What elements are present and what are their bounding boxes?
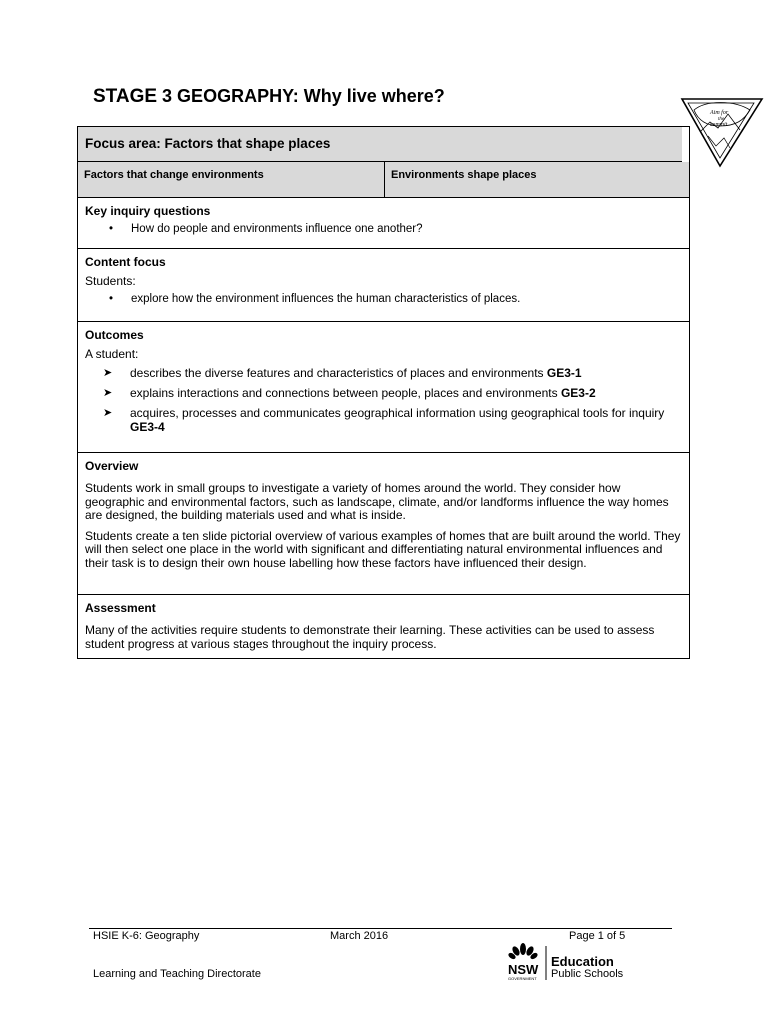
overview-section bbox=[78, 453, 689, 595]
aim-for-the-summit-logo bbox=[680, 96, 764, 170]
content-focus-intro: Students: bbox=[85, 274, 136, 288]
title-rest: 3 GEOGRAPHY: Why live where? bbox=[157, 86, 445, 106]
overview-paragraph-1: Students work in small groups to investigate a variety of homes around the world. They consider how geographic and environmental factors, such as landscape, climate, and/or landforms influence the way homes are designed, the building materials used and what is inside. bbox=[85, 481, 669, 522]
footer-date: March 2016 bbox=[330, 930, 389, 942]
footer-directorate: Learning and Teaching Directorate bbox=[93, 968, 261, 980]
outcome-code: GE3-4 bbox=[130, 420, 165, 434]
factors-row bbox=[78, 162, 689, 198]
content-focus-heading: Content focus bbox=[85, 255, 166, 269]
bullet-icon: • bbox=[109, 293, 114, 305]
factors-right: Environments shape places bbox=[391, 169, 537, 181]
overview-paragraph-2: Students create a ten slide pictorial overview of various examples of homes that are built around the world. They will then select one place in the world with significant and differentiating natural environmental influences and their task is to design their own house labelling how these factors have influenced their design. bbox=[85, 528, 681, 570]
footer-page-number: Page 1 of 5 bbox=[569, 930, 626, 942]
outcomes-intro: A student: bbox=[85, 347, 139, 361]
nsw-government-text: GOVERNMENT bbox=[508, 976, 537, 981]
unit-table bbox=[77, 126, 690, 659]
footer-subject: HSIE K-6: Geography bbox=[93, 930, 200, 942]
logo-text-1: Aim for bbox=[710, 110, 729, 116]
nsw-text: NSW bbox=[508, 962, 539, 977]
footer-divider bbox=[89, 928, 672, 929]
overview-heading: Overview bbox=[85, 459, 139, 473]
outcome-code: GE3-1 bbox=[546, 366, 582, 380]
public-schools-text: Public Schools bbox=[551, 968, 624, 980]
education-text: Education bbox=[551, 954, 614, 969]
list-item: ➤ explains interactions and connections between people, places and environments GE3-2 bbox=[85, 386, 682, 400]
arrow-bullet-icon: ➤ bbox=[103, 407, 113, 419]
outcome-code: GE3-2 bbox=[560, 386, 596, 400]
outcomes-heading: Outcomes bbox=[85, 328, 144, 342]
assessment-text: Many of the activities require students to demonstrate their learning. These activities can be used to assess student progress at various stages throughout the inquiry process. bbox=[85, 623, 655, 651]
arrow-bullet-icon: ➤ bbox=[103, 387, 113, 399]
logo-text-3: summit bbox=[710, 122, 728, 128]
assessment-section bbox=[78, 595, 689, 658]
assessment-heading: Assessment bbox=[85, 601, 156, 615]
bullet-icon: • bbox=[109, 223, 114, 235]
key-inquiry-heading: Key inquiry questions bbox=[85, 204, 211, 218]
list-item: • How do people and environments influence one another? bbox=[85, 223, 682, 235]
outcomes-section bbox=[78, 322, 689, 453]
list-item: ➤ describes the diverse features and characteristics of places and environments GE3-1 bbox=[85, 366, 682, 380]
content-focus-section bbox=[78, 249, 689, 322]
key-inquiry-section bbox=[78, 198, 689, 249]
page-title bbox=[93, 86, 445, 108]
factors-left: Factors that change environments bbox=[78, 162, 385, 197]
arrow-bullet-icon: ➤ bbox=[103, 367, 113, 379]
title-stage: STAGE bbox=[93, 86, 158, 107]
focus-area-heading: Focus area: Factors that shape places bbox=[78, 127, 682, 162]
education-public-schools bbox=[551, 955, 623, 981]
nsw-mark bbox=[508, 963, 538, 981]
list-item: • explore how the environment influences the human characteristics of places. bbox=[85, 293, 682, 305]
list-item: ➤ acquires, processes and communicates geographical information using geographical tools for inquiry GE3-4 bbox=[85, 406, 682, 434]
logo-text-2: the bbox=[718, 117, 725, 122]
